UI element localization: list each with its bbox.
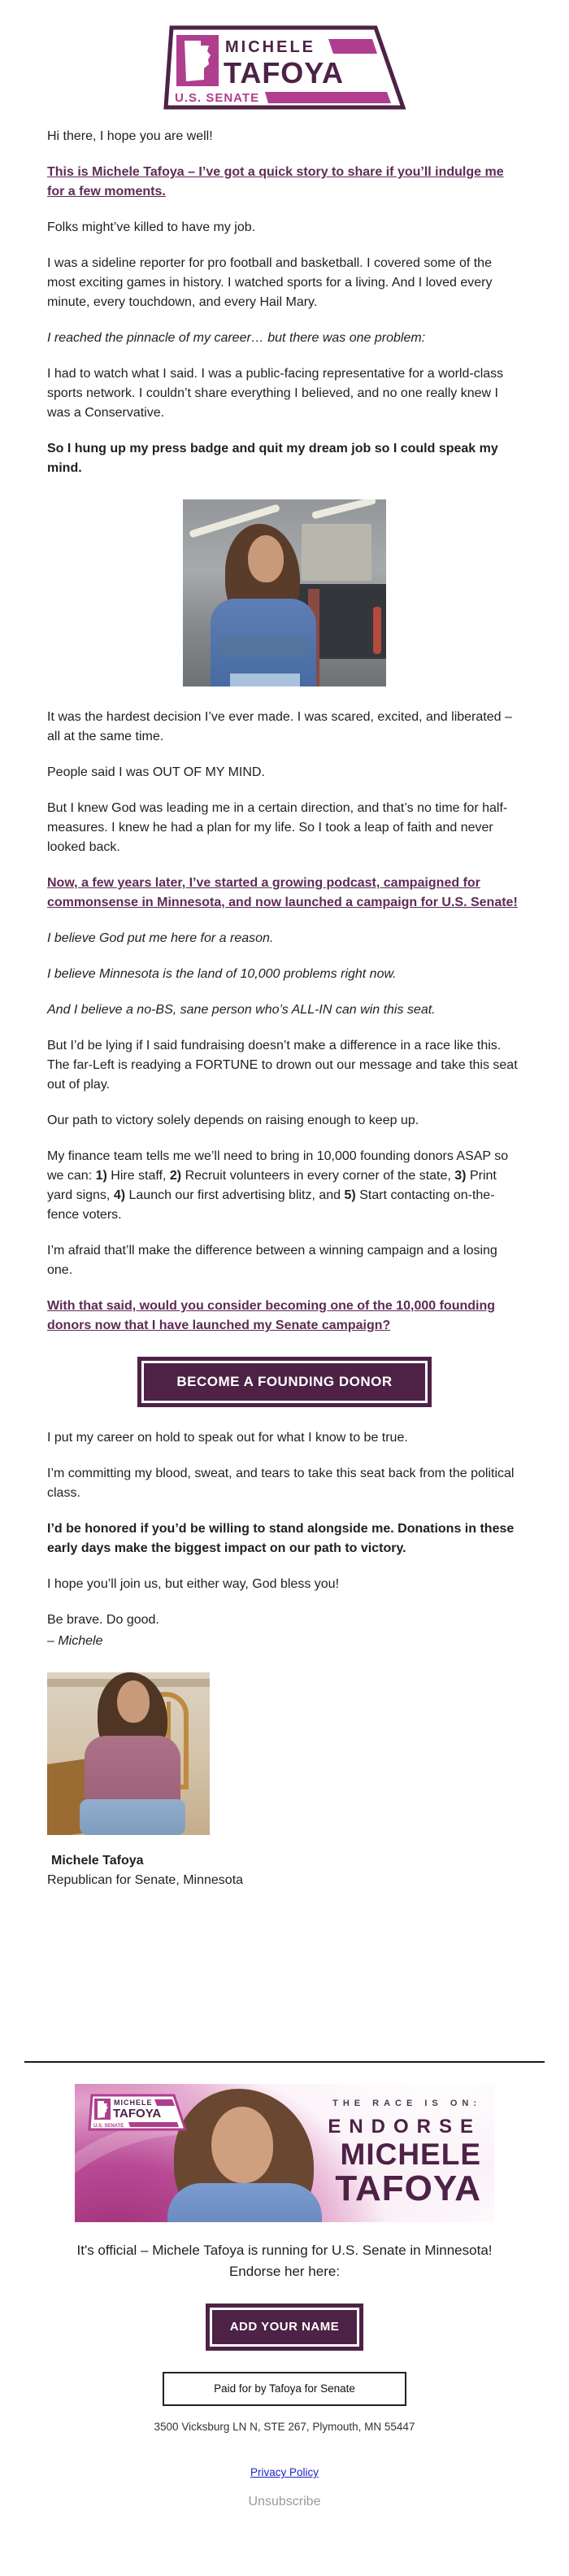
letter-body-continued: [0, 1428, 569, 1651]
become-founding-donor-button[interactable]: [137, 1357, 431, 1407]
letter-paragraph: I hope you’ll join us, but either way, God bless you!: [47, 1577, 340, 1591]
unsubscribe-link[interactable]: Unsubscribe: [248, 2495, 321, 2508]
mini-logo-name-top: MICHELE: [114, 2099, 153, 2107]
letter-paragraph: I had to watch what I said. I was a public-facing representative for a world-class sports network. I couldn’t share everything I believed, and no one really knew I was a Conservative.: [47, 367, 504, 420]
add-your-name-label: ADD YOUR NAME: [210, 2308, 360, 2347]
add-name-button-row: [0, 2304, 569, 2351]
endorse-text: It's official – Michele Tafoya is running for U.S. Senate in Minnesota! Endorse her here:: [76, 2243, 493, 2279]
letter-paragraph: So I hung up my press badge and quit my dream job so I could speak my mind.: [47, 442, 498, 475]
logo-office: U.S. SENATE: [175, 91, 260, 105]
paid-for-disclaimer: Paid for by Tafoya for Senate: [163, 2372, 406, 2406]
privacy-policy-row: [0, 2463, 569, 2482]
photo-kitchen: [47, 1672, 210, 1835]
caption-role: Republican for Senate, Minnesota: [47, 1873, 244, 1887]
letter-section-a: [47, 127, 522, 478]
garage-door: [302, 524, 371, 581]
fire-extinguisher: [373, 607, 381, 654]
letter-section-b: [47, 708, 522, 1336]
letter-paragraph: I’m afraid that’ll make the difference between a winning campaign and a losing one.: [47, 1244, 497, 1277]
bottom-padding: [0, 2512, 569, 2536]
banner-kicker: THE RACE IS ON:: [332, 2099, 481, 2108]
letter-paragraph: And I believe a no-BS, sane person who’s ALL-IN can win this seat.: [47, 1003, 436, 1017]
letter-paragraph: People said I was OUT OF MY MIND.: [47, 765, 265, 779]
letter-paragraph: I was a sideline reporter for pro football and basketball. I covered some of the most exciting games in history. I watched sports for a living. And I loved every minute, every touchdown, and every Hail Mary.: [47, 256, 493, 309]
logo-name-top: MICHELE: [225, 38, 315, 56]
mini-logo-office: U.S. SENATE: [93, 2124, 124, 2129]
banner-person-shirt: [167, 2183, 322, 2222]
become-founding-donor-label: BECOME A FOUNDING DONOR: [141, 1361, 427, 1403]
letter-paragraph: – Michele: [47, 1634, 103, 1648]
campaign-logo: [163, 24, 406, 111]
add-your-name-button[interactable]: [206, 2304, 364, 2351]
letter-paragraph: Hi there, I hope you are well!: [47, 129, 213, 143]
logo-name-main: TAFOYA: [224, 56, 345, 89]
letter-paragraph: Our path to victory solely depends on raising enough to keep up.: [47, 1114, 419, 1127]
footer-spacer: [0, 1890, 569, 2061]
banner-tafoya-line: TAFOYA: [335, 2168, 481, 2208]
letter-paragraph: I believe God put me here for a reason.: [47, 931, 274, 945]
banner-mini-logo: [88, 2094, 187, 2138]
garage-light: [311, 499, 376, 520]
photo-garage: [183, 499, 386, 686]
letter-paragraph: I’d be honored if you’d be willing to stand alongside me. Donations in these early days make the biggest impact on our path to victory.: [47, 1522, 515, 1555]
letter-link[interactable]: Now, a few years later, I’ve started a growing podcast, campaigned for commonsense in Minnesota, and now launched a campaign for U.S. Senate!: [47, 876, 518, 909]
logo-bar-bottom: [265, 92, 391, 103]
person-jeans: [230, 673, 300, 686]
email-body: [0, 24, 569, 2536]
person-mauve-shirt: [85, 1736, 180, 1806]
mini-logo-name-main: TAFOYA: [113, 2107, 162, 2121]
privacy-policy-link[interactable]: Privacy Policy: [250, 2466, 319, 2478]
footer-divider: [24, 2061, 545, 2063]
banner-michele-line: MICHELE: [340, 2138, 481, 2171]
banner-person-face: [211, 2107, 273, 2183]
letter-paragraph: Folks might’ve killed to have my job.: [47, 220, 256, 234]
letter-link[interactable]: This is Michele Tafoya – I’ve got a quick story to share if you’ll indulge me for a few moments.: [47, 165, 504, 198]
mini-logo-bar-bottom: [128, 2122, 179, 2127]
letter-paragraph: I’m committing my blood, sweat, and tears to take this seat back from the political class.: [47, 1467, 515, 1500]
letter-paragraph: I reached the pinnacle of my career… but there was one problem:: [47, 331, 426, 345]
person-crossed-arms: [217, 636, 310, 657]
letter-paragraph: But I’d be lying if I said fundraising doesn’t make a difference in a race like this. The far-Left is readying a FORTUNE to drown out our message and take this seat out of play.: [47, 1039, 518, 1092]
caption-name: Michele Tafoya: [51, 1854, 144, 1868]
endorse-banner[interactable]: [75, 2084, 494, 2222]
letter-link[interactable]: With that said, would you consider becoming one of the 10,000 founding donors now that I have launched my Senate campaign?: [47, 1299, 495, 1332]
letter-paragraph: Be brave. Do good.: [47, 1613, 159, 1627]
donate-button-row: [0, 1357, 569, 1407]
logo-bar-top: [328, 39, 377, 54]
letter-paragraph: I put my career on hold to speak out for what I know to be true.: [47, 1431, 408, 1445]
letter-paragraph: I believe Minnesota is the land of 10,000 problems right now.: [47, 967, 397, 981]
person-jeans: [80, 1799, 185, 1835]
mailing-address: 3500 Vicksburg LN N, STE 267, Plymouth, MN 55447: [154, 2421, 415, 2433]
letter-body: [0, 127, 569, 1336]
person-face: [248, 535, 284, 582]
banner-text: [328, 2094, 481, 2207]
letter-paragraph: It was the hardest decision I’ve ever made. I was scared, excited, and liberated – all at the same time.: [47, 710, 512, 743]
letter-paragraph: But I knew God was leading me in a certain direction, and that’s no time for half-measures. I knew he had a plan for my life. So I took a leap of faith and never looked back.: [47, 801, 508, 854]
photo-caption: [0, 1835, 569, 1890]
letter-paragraph: My finance team tells me we’ll need to bring in 10,000 founding donors ASAP so we can: 1) Hire staff, 2) Recruit volunteers in every corner of the state, 3) Print yard signs, 4) Launch our first advertising blitz, and 5) Start contacting on-the-fence voters.: [47, 1149, 509, 1222]
person-face: [117, 1680, 150, 1723]
mini-logo-bar-top: [154, 2099, 175, 2106]
unsubscribe-row: [0, 2492, 569, 2512]
banner-endorse-line: ENDORSE: [328, 2116, 481, 2138]
letter-section-c: [47, 1428, 522, 1651]
